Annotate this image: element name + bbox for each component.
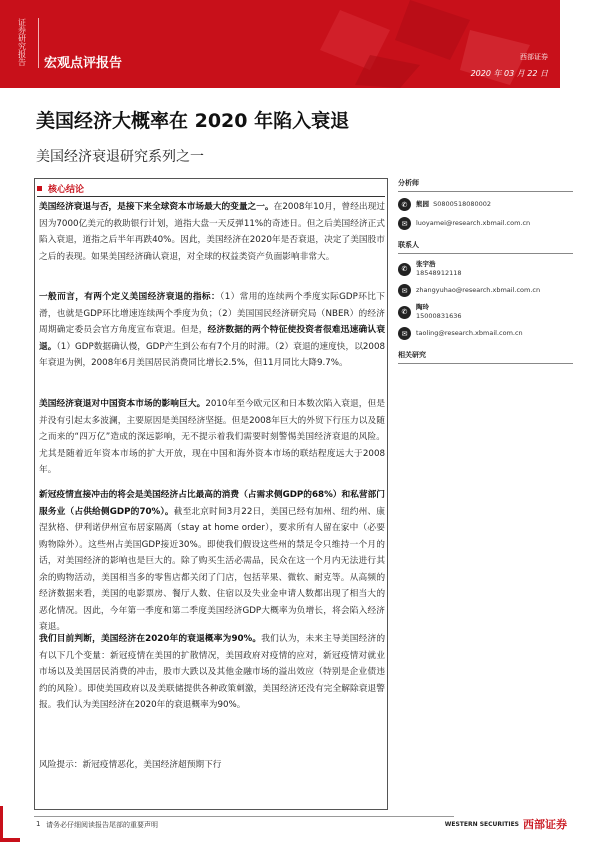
contact-2-name: 陶玲	[416, 303, 429, 311]
bullet-icon	[37, 186, 42, 191]
contact-1-email[interactable]: zhangyuhao@research.xbmail.com.cn	[416, 286, 541, 294]
contact-1-phone: 18548912118	[416, 269, 462, 277]
phone-icon: ✆	[398, 306, 411, 319]
paragraph-2	[39, 289, 385, 372]
contact-2-email-row	[398, 327, 573, 340]
analyst-cert: S0800518080002	[433, 200, 492, 208]
report-title: 美国经济大概率在 2020 年陷入衰退	[36, 110, 350, 132]
corner-accent	[0, 838, 20, 842]
contact-2-email[interactable]: taoling@research.xbmail.com.cn	[416, 329, 523, 337]
corner-accent	[0, 806, 3, 842]
paragraph-3	[39, 396, 385, 479]
logo-english: WESTERN SECURITIES	[444, 820, 519, 828]
mail-icon: ✉	[398, 327, 411, 340]
analyst-email-row	[398, 217, 573, 230]
contact-heading: 联系人	[398, 241, 419, 249]
footer-logo	[445, 816, 567, 832]
brand-label: 西部证券	[520, 53, 548, 61]
p3-lead: 美国经济衰退对中国资本市场的影响巨大。	[39, 399, 206, 409]
p5-body: 我们认为，未来主导美国经济的有以下几个变量：新冠疫情在美国的扩散情况，美国政府对疫情的应对，新冠疫情对就业市场以及美国居民消费的冲击，股市大跌以及其他金融市场的溢出效应（特别是企业债违约的风险）。即使美国政府以及美联储提供各种政策刺激，美国经济还没有完全解除衰退警报。我们认为美国经济在2020年的衰退概率为90%。	[39, 634, 386, 710]
contact-1-name: 张宇浩	[416, 260, 436, 268]
report-subtitle: 美国经济衰退研究系列之一	[36, 149, 204, 165]
main-content-box	[34, 178, 388, 810]
paragraph-4	[39, 487, 385, 636]
p1-lead: 美国经济衰退与否，是接下来全球资本市场最大的变量之一。	[39, 202, 274, 212]
mail-icon: ✉	[398, 284, 411, 297]
sidebar-rule	[398, 191, 573, 192]
p2-body: （1）常用的连续两个季度实际GDP环比下滑，也就是GDP环比增速连续两个季度为负；（2）美国国民经济研究局（NBER）的经济周期确定委员会官方角度宣布衰退。但是，	[39, 292, 385, 335]
paragraph-5	[39, 631, 385, 714]
risk-note: 风险提示：新冠疫情恶化，美国经济超预期下行	[39, 760, 222, 770]
header-banner	[0, 0, 560, 88]
analyst-name: 熊园	[416, 200, 429, 208]
analyst-email[interactable]: luoyamei@research.xbmail.com.cn	[416, 219, 531, 227]
header-divider	[38, 18, 39, 68]
p5-lead: 我们目前判断，美国经济在2020年的衰退概率为90%。	[39, 634, 262, 644]
logo-chinese: 西部证券	[523, 818, 567, 831]
report-type: 宏观点评报告	[44, 56, 123, 71]
p2-emphasis: 经济数据的两个特征使投资者很难迅速确认衰退。	[39, 325, 386, 352]
contact-1-email-row	[398, 284, 573, 297]
p4-body: 截至北京时间3月22日，美国已经有加州、纽约州、康涅狄格、伊利诺伊州宣布居家隔离（stay at home order），要求所有人留在家中（必要购物除外）。这些州占美国GDP接近30%。即使我们假设这些州的禁足令只维持一个月的话，对美国经济的影响也是巨大的。除了购买生活必需品，民众在这一个月内无法进行其余的购物活动，美国相当多的零售店都关闭了门店，包括苹果、微软、耐克等。从高频的经济数据来看，美国的电影票房、餐厅人数、住宿以及失业金申请人数都出现了相当大的恶化情况。因此，今年第一季度和第二季度美国经济GDP大概率为负增长，将会陷入经济衰退。	[39, 506, 385, 632]
footer-disclaimer: 请务必仔细阅读报告尾部的重要声明	[46, 821, 158, 829]
section-header	[37, 182, 84, 195]
p1-body: 在2008年10月，曾经出现过因为7000亿美元的救助银行计划，道指大盘一天反弹11%的奇迹日。但之后美国经济正式陷入衰退，道指之后半年再跌40%。因此，美国经济在2020年是否衰退，决定了美国股市之后的表现。如果美国经济确认衰退，对全球的权益类资产负面影响非常大。	[39, 202, 385, 262]
phone-icon: ✆	[398, 263, 411, 276]
vertical-tag: 证券研究报告	[17, 18, 27, 66]
sidebar	[398, 178, 573, 364]
section-title: 核心结论	[48, 185, 85, 195]
contact-1	[398, 260, 573, 278]
footer-rule	[34, 816, 454, 817]
analyst-contact	[398, 198, 573, 211]
p2-lead: 一般而言，有两个定义美国经济衰退的指标：	[39, 292, 220, 302]
mail-icon: ✉	[398, 217, 411, 230]
section-rule	[37, 196, 385, 197]
p3-body: 2010年至今欧元区和日本数次陷入衰退，但是并没有引起太多波澜，主要原因是美国经济坚挺。但是2008年巨大的外贸下行压力以及随之而来的“四万亿”造成的深远影响，无不提示着我们需要时刻警惕美国经济衰退的风险。尤其是随着近年资本市场的扩大开放，现在中国和海外资本市场的联结程度远大于2008年。	[39, 399, 386, 475]
related-heading: 相关研究	[398, 351, 426, 359]
p2-tail: （1）GDP数据确认慢，GDP产生到公布有7个月的时滞。（2）衰退的速度快，以2008年衰退为例，2008年6月美国居民消费同比增长2.5%，但11月同比大降9.7%。	[39, 341, 386, 368]
page-number: 1	[36, 820, 41, 828]
sidebar-rule	[398, 363, 573, 364]
sidebar-rule	[398, 253, 573, 254]
phone-icon: ✆	[398, 198, 411, 211]
contact-2-phone: 15000831636	[416, 312, 462, 320]
report-date: 2020 年 03 月 22 日	[470, 69, 548, 78]
paragraph-1	[39, 199, 385, 265]
p4-lead: 新冠疫情直接冲击的将会是美国经济占比最高的消费（占需求侧GDP的68%）和私营部门服务业（占供给侧GDP的70%）。	[39, 490, 385, 517]
contact-2	[398, 303, 573, 321]
analyst-heading: 分析师	[398, 179, 419, 187]
